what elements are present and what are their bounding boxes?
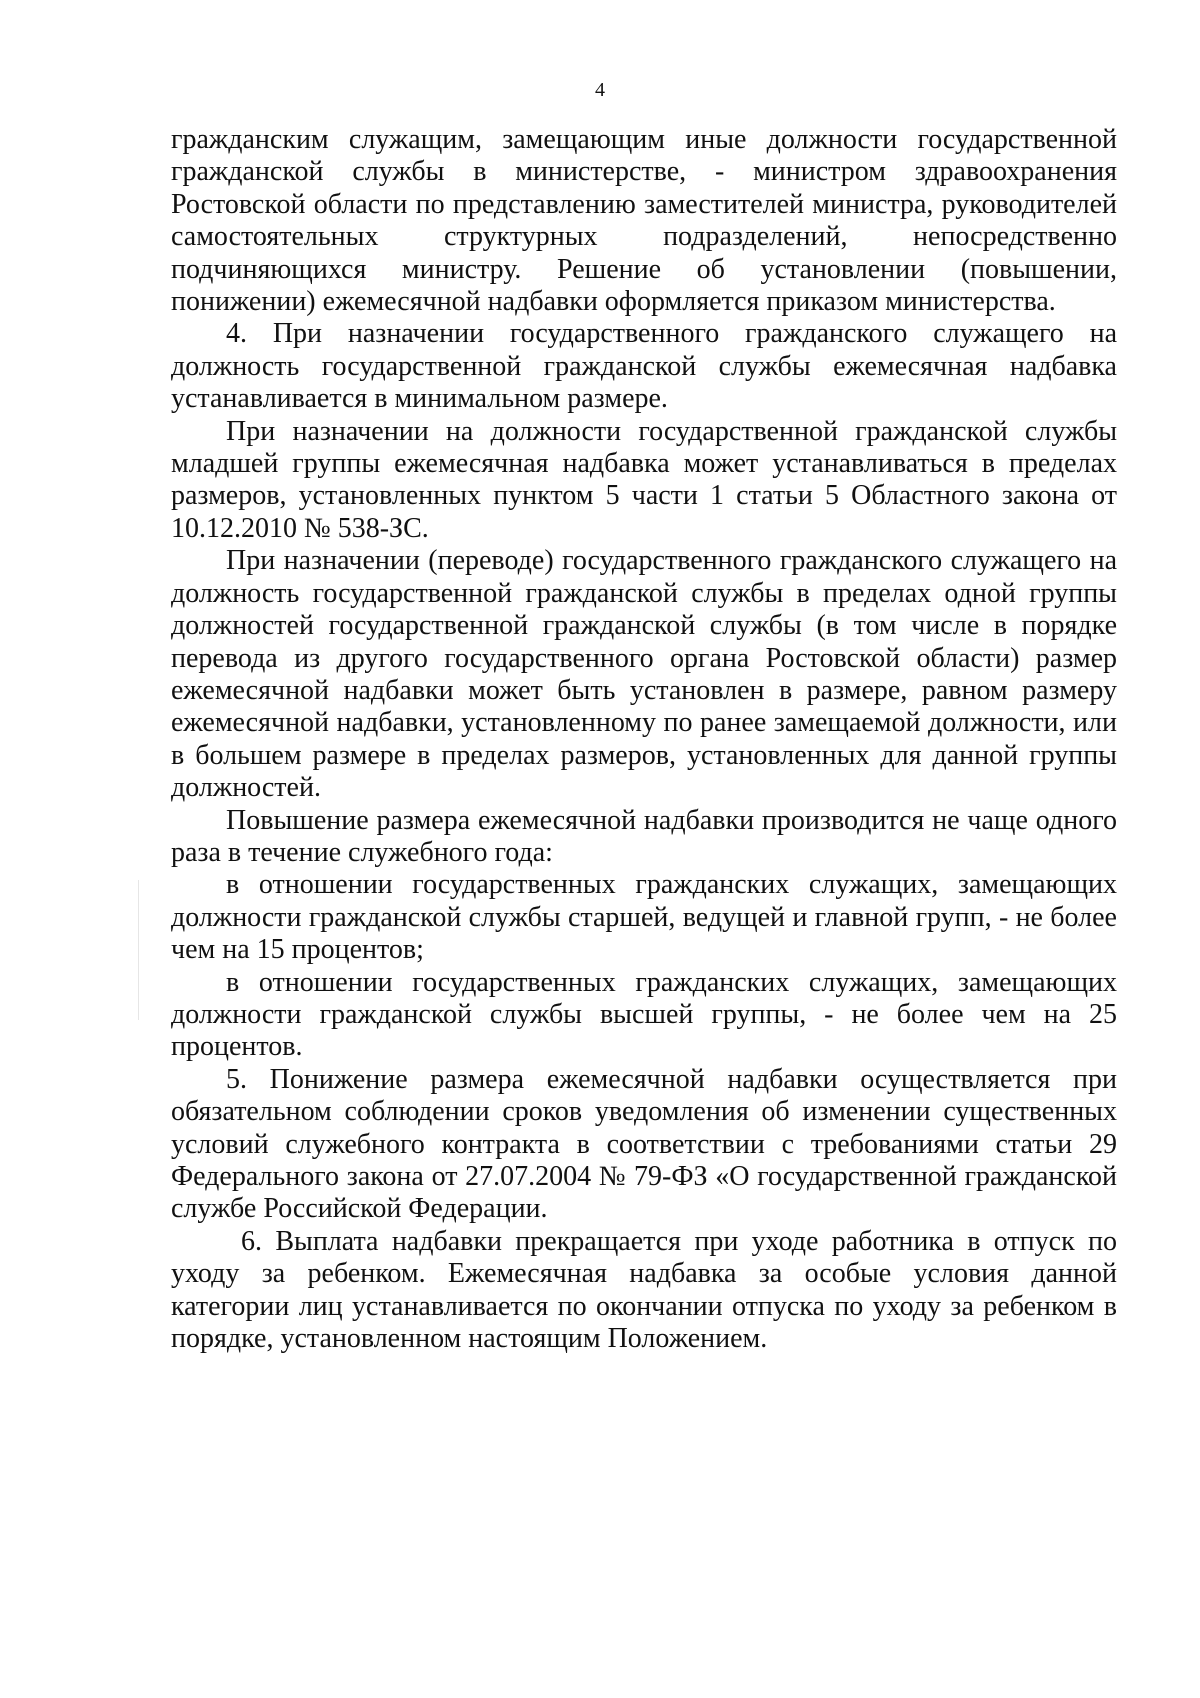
paragraph-transfer: При назначении (переводе) государственного гражданского служащего на должность государственной гражданской службы в пределах одной группы должностей государственной гражданской службы (в том числе в порядке перевода из другого государственного органа Ростовской области) размер ежемесячной надбавки может быть установлен в размере, равном размеру ежемесячной надбавки, установленному по ранее замещаемой должности, или в большем размере в пределах размеров, установленных для данной группы должностей. (171, 545, 1117, 804)
document-body (171, 124, 1117, 1355)
scan-artifact-line (138, 880, 139, 1020)
paragraph-item-6: 6. Выплата надбавки прекращается при уходе работника в отпуск по уходу за ребенком. Ежемесячная надбавка за особые условия данной категории лиц устанавливается по окончании отпуска по уходу за ребенком в порядке, установленном настоящим Положением. (171, 1225, 1117, 1355)
paragraph-junior-group: При назначении на должности государственной гражданской службы младшей группы ежемесячная надбавка может устанавливаться в пределах размеров, установленных пунктом 5 части 1 статьи 5 Областного закона от 10.12.2010 № 538-ЗС. (171, 415, 1117, 544)
paragraph-increase-25: в отношении государственных гражданских служащих, замещающих должности гражданской службы высшей группы, - не более чем на 25 процентов. (171, 966, 1117, 1063)
paragraph-increase-15: в отношении государственных гражданских служащих, замещающих должности гражданской службы старшей, ведущей и главной групп, - не более чем на 15 процентов; (171, 869, 1117, 966)
paragraph-increase: Повышение размера ежемесячной надбавки производится не чаще одного раза в течение служебного года: (171, 804, 1117, 868)
paragraph-item-5: 5. Понижение размера ежемесячной надбавки осуществляется при обязательном соблюдении сроков уведомления об изменении существенных условий служебного контракта в соответствии с требованиями статьи 29 Федерального закона от 27.07.2004 № 79-ФЗ «О государственной гражданской службе Российской Федерации. (171, 1063, 1117, 1225)
paragraph-item-4: 4. При назначении государственного гражданского служащего на должность государственной гражданской службы ежемесячная надбавка устанавливается в минимальном размере. (171, 318, 1117, 415)
paragraph-continuation: гражданским служащим, замещающим иные должности государственной гражданской службы в министерстве, - министром здравоохранения Ростовской области по представлению заместителей министра, руководителей самостоятельных структурных подразделений, непосредственно подчиняющихся министру. Решение об установлении (повышении, понижении) ежемесячной надбавки оформляется приказом министерства. (171, 124, 1117, 318)
page-number: 4 (595, 79, 605, 101)
